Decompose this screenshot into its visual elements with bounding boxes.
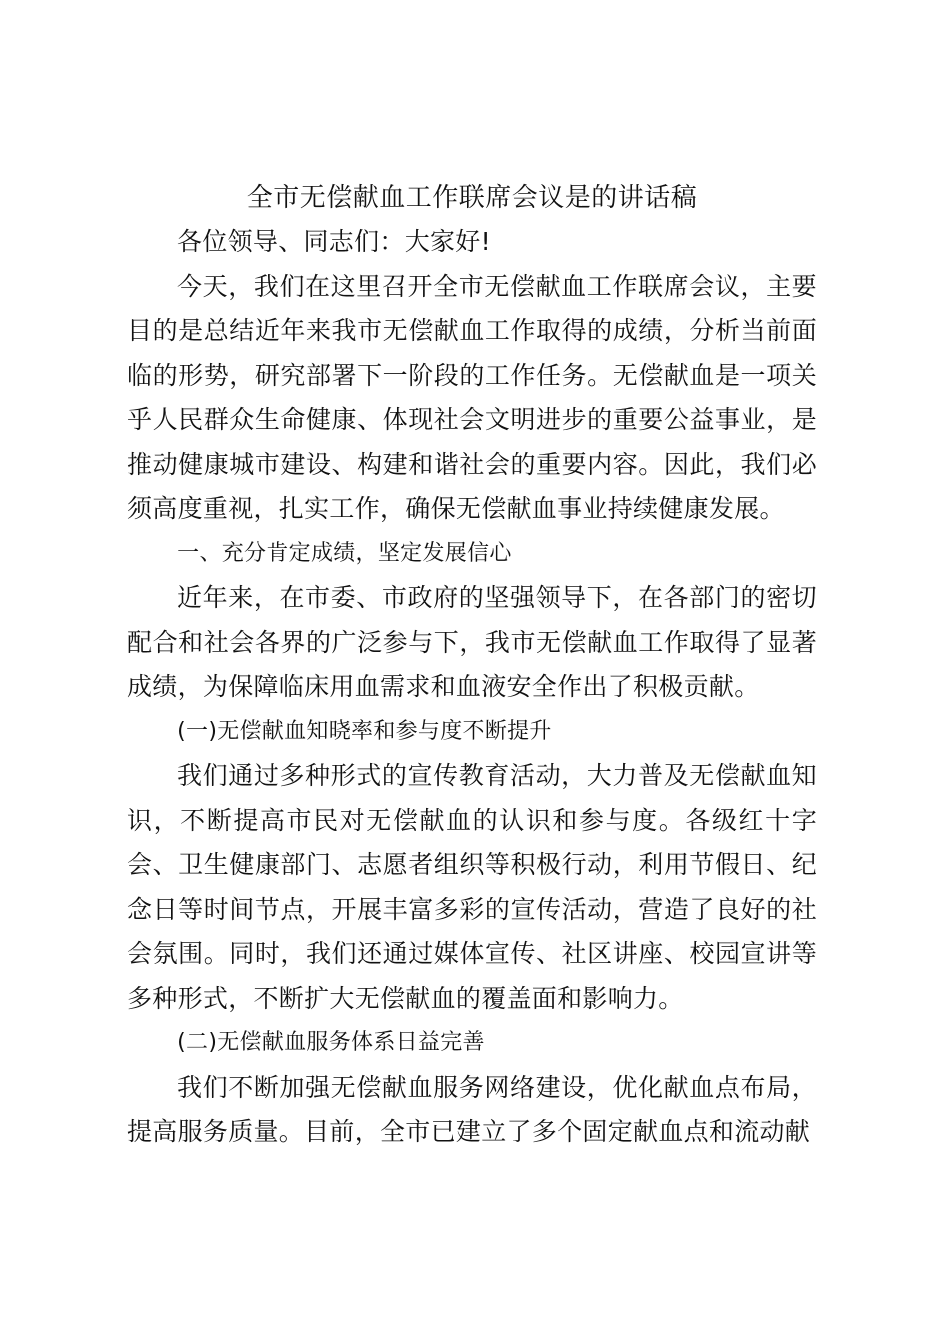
subsection-heading-1: (一)无偿献血知晓率和参与度不断提升 bbox=[177, 718, 552, 744]
intro-paragraph: 今天，我们在这里召开全市无偿献血工作联席会议，主要目的是总结近年来我市无偿献血工作取得的成绩，分析当前面临的形势，研究部署下一阶段的工作任务。无偿献血是一项关乎人民群众生命健康、体现社会文明进步的重要公益事业，是推动健康城市建设、构建和谐社会的重要内容。因此，我们必须高度重视，扎实工作，确保无偿献血事业持续健康发展。 bbox=[127, 271, 817, 523]
section-heading-1: 一、充分肯定成绩，坚定发展信心 bbox=[177, 540, 512, 566]
subsection-1-paragraph: 我们通过多种形式的宣传教育活动，大力普及无偿献血知识，不断提高市民对无偿献血的认识和参与度。各级红十字会、卫生健康部门、志愿者组织等积极行动，利用节假日、纪念日等时间节点，开展丰富多彩的宣传活动，营造了良好的社会氛围。同时，我们还通过媒体宣传、社区讲座、校园宣讲等多种形式，不断扩大无偿献血的覆盖面和影响力。 bbox=[127, 761, 817, 1013]
greeting-line: 各位领导、同志们：大家好! bbox=[177, 227, 491, 256]
subsection-heading-2: (二)无偿献血服务体系日益完善 bbox=[177, 1030, 485, 1055]
document-body bbox=[127, 176, 817, 1155]
subsection-2-paragraph: 我们不断加强无偿献血服务网络建设，优化献血点布局，提高服务质量。目前，全市已建立了多个固定献血点和流动献 bbox=[127, 1072, 817, 1146]
section-1-paragraph: 近年来，在市委、市政府的坚强领导下，在各部门的密切配合和社会各界的广泛参与下，我市无偿献血工作取得了显著成绩，为保障临床用血需求和血液安全作出了积极贡献。 bbox=[127, 583, 817, 701]
document-title: 全市无偿献血工作联席会议是的讲话稿 bbox=[246, 183, 698, 213]
